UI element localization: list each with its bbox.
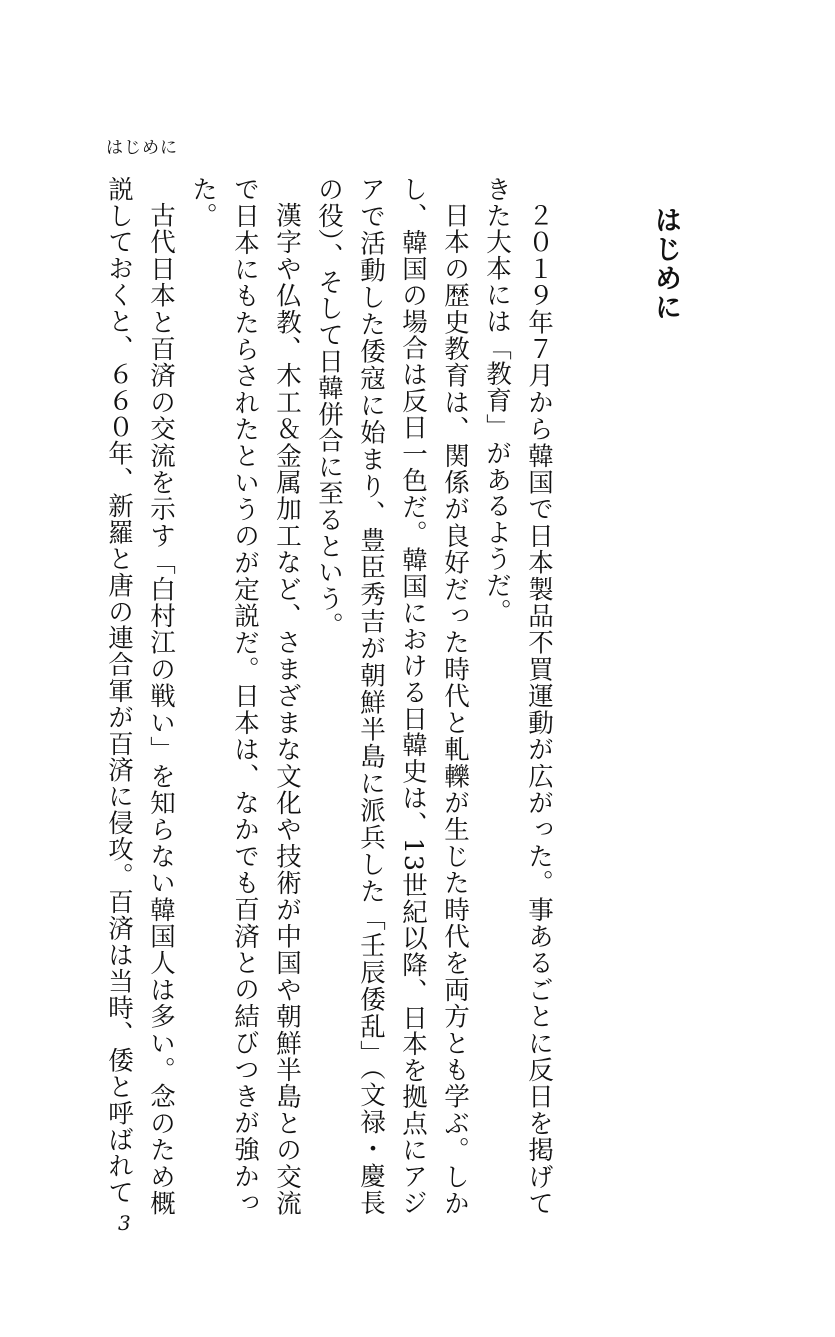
running-header: はじめに (106, 138, 178, 158)
paragraph: 古代日本と百済の交流を示す「白村江の戦い」を知らない韓国人は多い。念のため概説しておくと、６６０年、新羅と唐の連合軍が百済に侵攻。百済は当時、倭と呼ばれて (104, 176, 176, 1216)
paragraph: ２０１９年７月から韓国で日本製品不買運動が広がった。事あるごとに反日を掲げてきた大本には「教育」があるようだ。 (482, 176, 554, 1216)
chapter-title: はじめに (650, 206, 681, 322)
paragraph: 漢字や仏教、木工＆金属加工など、さまざまな文化や技術が中国や朝鮮半島との交流で日本にもたらされたというのが定説だ。日本は、なかでも百済との結びつきが強かった。 (188, 176, 302, 1216)
body-text (100, 176, 560, 1216)
page-number: 3 (118, 1211, 131, 1235)
paragraph: 日本の歴史教育は、関係が良好だった時代と軋轢が生じた時代を両方とも学ぶ。しかし、韓国の場合は反日一色だ。韓国における日韓史は、13世紀以降、日本を拠点にアジアで活動した倭寇に始まり、豊臣秀吉が朝鮮半島に派兵した「壬辰倭乱」（文禄・慶長の役）、そして日韓併合に至るという。 (314, 176, 470, 1216)
